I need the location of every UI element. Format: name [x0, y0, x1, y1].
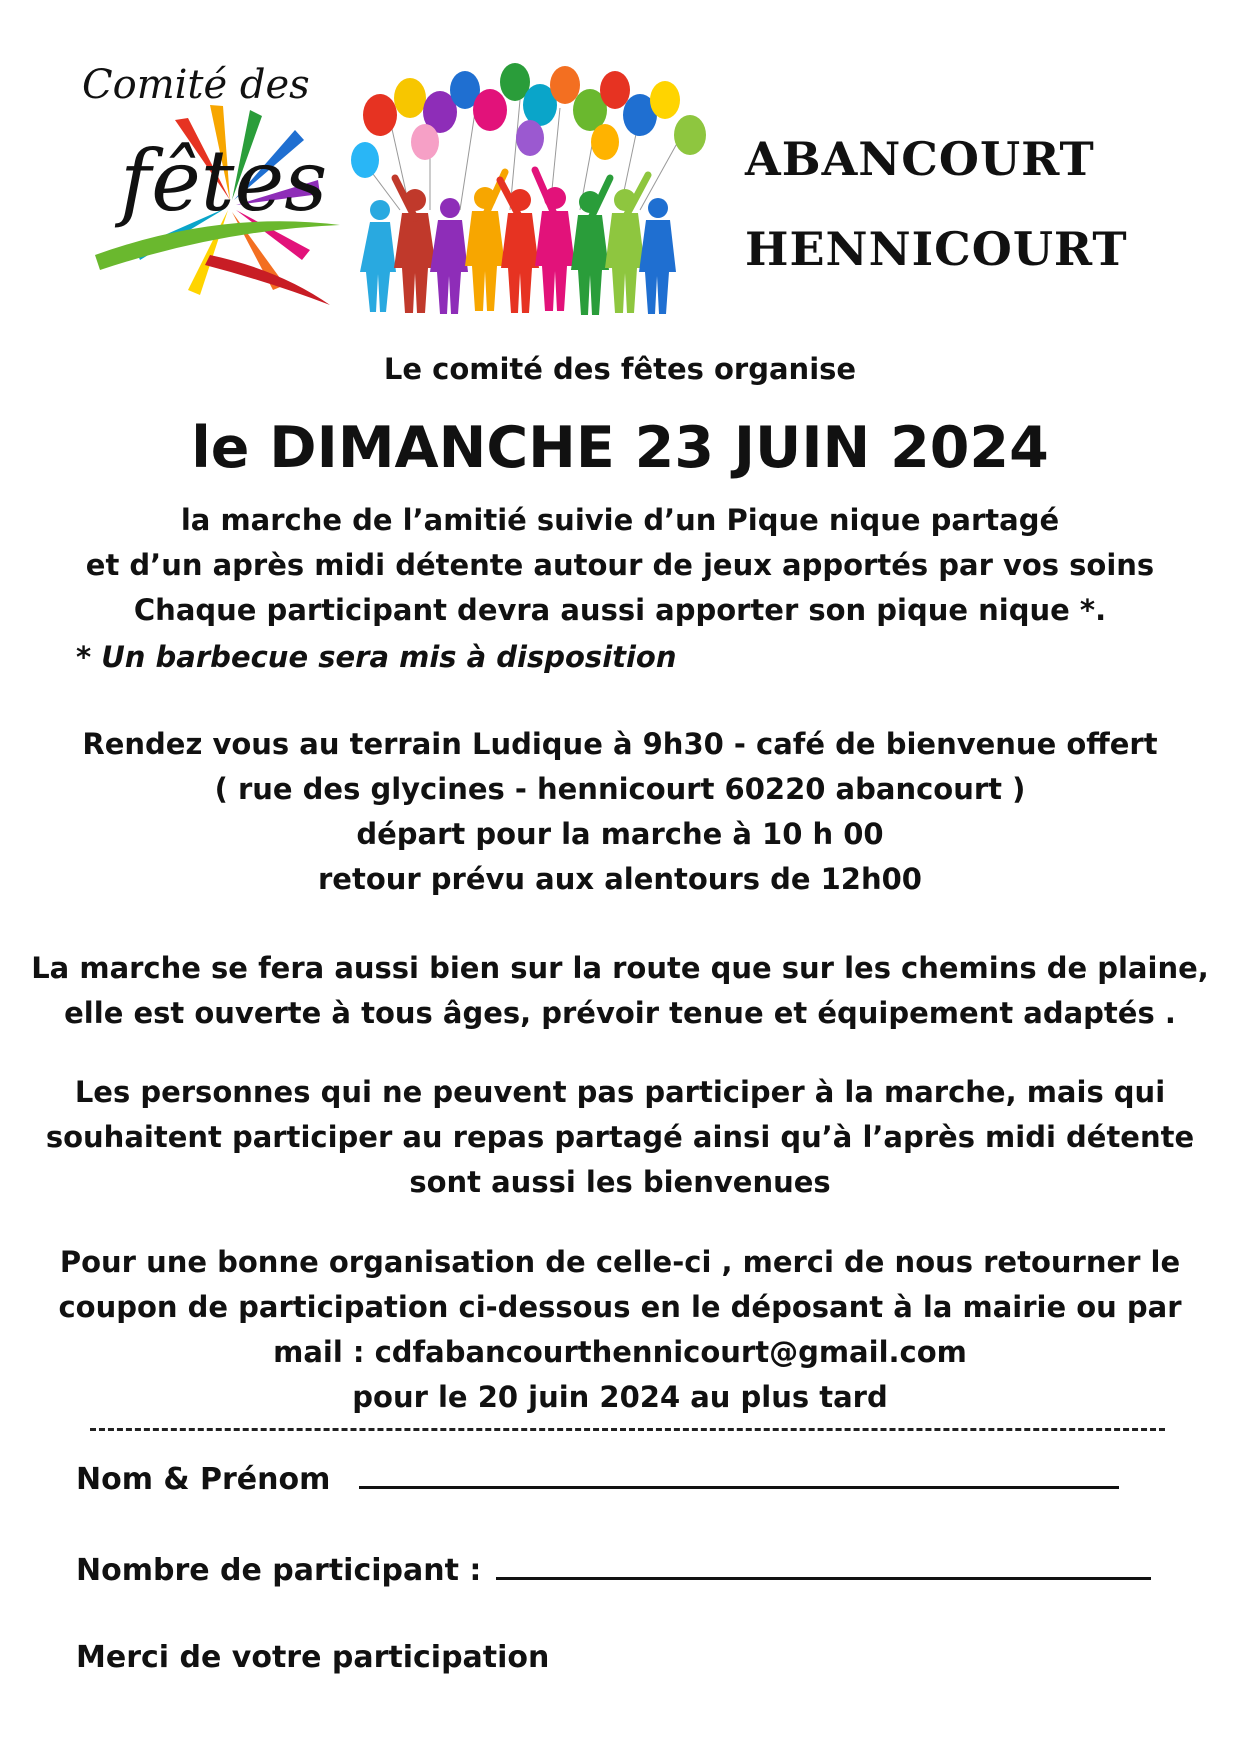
people-silhouettes-icon — [360, 170, 676, 315]
non-walkers-line: souhaitent participer au repas partagé ainsi qu’à l’après midi détente — [45, 1120, 1195, 1154]
balloons-icon — [351, 63, 706, 210]
meeting-line: retour prévu aux alentours de 12h00 — [318, 862, 922, 896]
coupon-cut-line — [90, 1428, 1165, 1431]
meeting-line: départ pour la marche à 10 h 00 — [356, 817, 884, 851]
comite-des-fetes-logo — [80, 60, 720, 330]
svg-text:fêtes: fêtes — [120, 132, 328, 230]
meeting-line: Rendez vous au terrain Ludique à 9h30 - café de bienvenue offert — [82, 727, 1158, 761]
thanks-text: Merci de votre participation — [76, 1640, 550, 1675]
description-line: Chaque participant devra aussi apporter son pique nique *. — [133, 593, 1107, 627]
event-date-title: le DIMANCHE 23 JUIN 2024 — [191, 415, 1049, 481]
barbecue-note: * Un barbecue sera mis à disposition — [76, 640, 677, 674]
meeting-address: ( rue des glycines - hennicourt 60220 abancourt ) — [214, 772, 1026, 806]
registration-line: Pour une bonne organisation de celle-ci , merci de nous retourner le — [59, 1245, 1181, 1279]
name-field-line[interactable] — [359, 1480, 1119, 1489]
coupon-name-row — [76, 1462, 1119, 1497]
intro-text: Le comité des fêtes organise — [383, 352, 857, 386]
svg-text:Comité des: Comité des — [82, 62, 310, 108]
coupon-count-row — [76, 1553, 1151, 1588]
walk-info-line: elle est ouverte à tous âges, prévoir tenue et équipement adaptés . — [64, 996, 1176, 1030]
participant-count-line[interactable] — [496, 1571, 1151, 1580]
name-field-label: Nom & Prénom — [76, 1462, 331, 1497]
registration-email: mail : cdfabancourthennicourt@gmail.com — [273, 1335, 967, 1369]
description-line: et d’un après midi détente autour de jeux apportés par vos soins — [85, 548, 1155, 582]
participant-count-label: Nombre de participant : — [76, 1553, 482, 1588]
non-walkers-line: sont aussi les bienvenues — [409, 1165, 831, 1199]
description-line: la marche de l’amitié suivie d’un Pique nique partagé — [180, 503, 1060, 537]
registration-deadline: pour le 20 juin 2024 au plus tard — [352, 1380, 888, 1414]
registration-line: coupon de participation ci-dessous en le déposant à la mairie ou par — [58, 1290, 1182, 1324]
walk-info-line: La marche se fera aussi bien sur la route que sur les chemins de plaine, — [31, 951, 1209, 985]
town-name-hennicourt: HENNICOURT — [745, 222, 1128, 276]
town-name-abancourt: ABANCOURT — [745, 132, 1095, 186]
non-walkers-line: Les personnes qui ne peuvent pas participer à la marche, mais qui — [74, 1075, 1166, 1109]
